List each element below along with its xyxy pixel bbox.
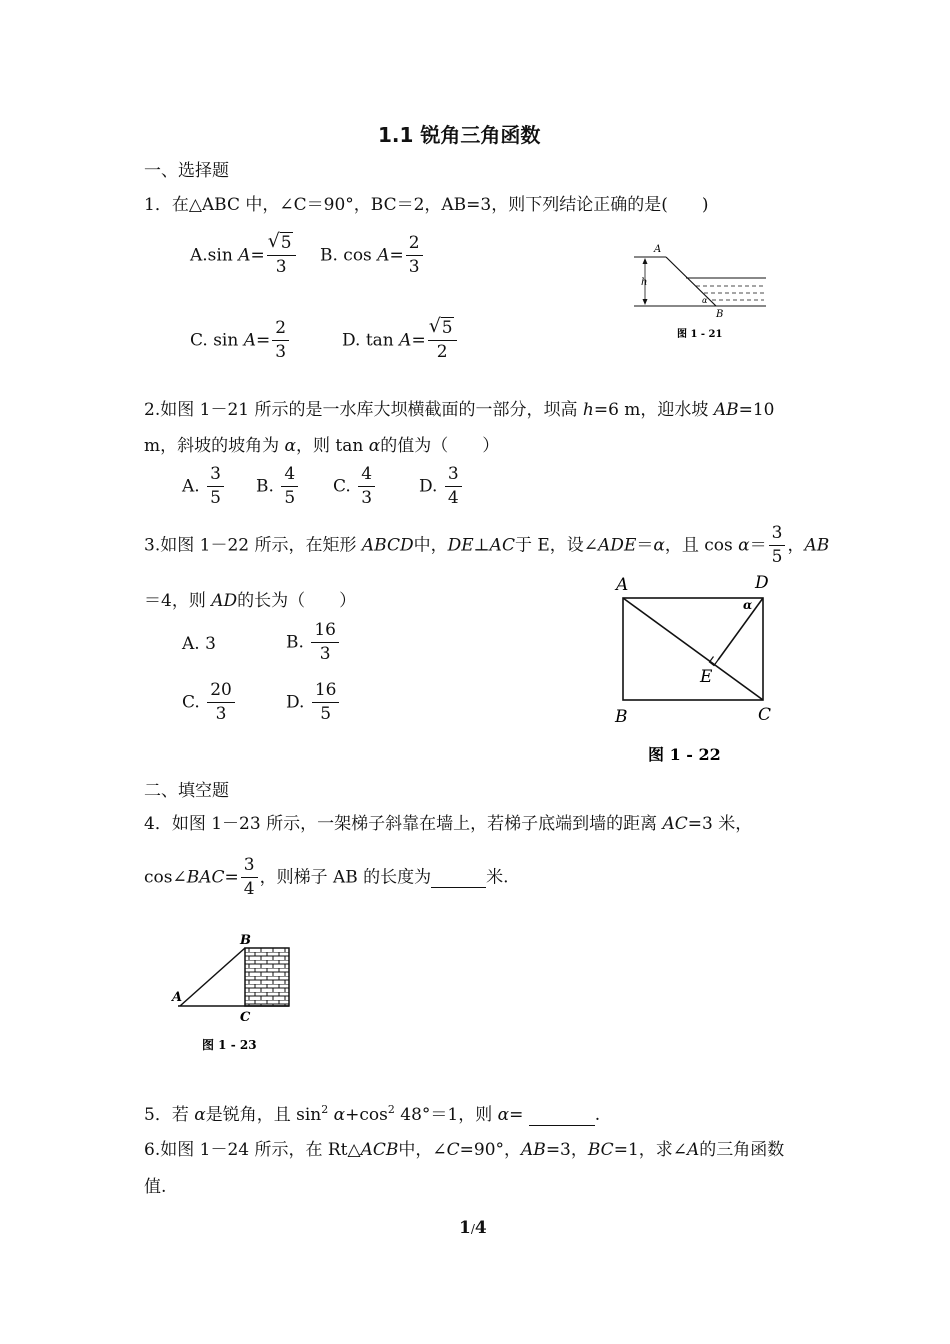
q4-line2 — [144, 857, 509, 899]
q1-d-eq: = — [411, 330, 426, 351]
q1-option-a — [190, 235, 298, 277]
q3-line1 — [144, 525, 829, 567]
section-choice: 一、选择题 — [144, 161, 229, 181]
q4-num: 3 — [241, 857, 258, 878]
q5-text-6: = — [509, 1105, 529, 1125]
q1-a-den: 3 — [275, 256, 287, 277]
fig21-label-alpha: α — [702, 296, 708, 305]
page-current: 1 — [459, 1218, 471, 1238]
q5-text-4: +cos — [345, 1105, 388, 1125]
q3-line2 — [144, 586, 356, 611]
q6-var-a: A — [687, 1140, 700, 1160]
q5-text-1: 5．若 — [144, 1105, 195, 1125]
q1-c-var: A — [243, 330, 257, 351]
q1-c-eq: = — [256, 330, 271, 351]
q3-text-3: 于 E，设∠ — [514, 535, 599, 556]
q1-d-var: A — [399, 330, 412, 351]
q2-text-2: =6 m，迎水坡 — [593, 400, 714, 420]
fig22-label-c: C — [758, 705, 772, 725]
q4-text-5: ，则梯子 AB 的长度为 — [259, 867, 432, 888]
q6-var-bc: BC — [587, 1140, 614, 1160]
q1-b-var: A — [377, 245, 390, 266]
page-number — [459, 1218, 487, 1238]
q2-b-den: 5 — [284, 487, 296, 508]
q3-var-ac: AC — [489, 535, 515, 556]
q2-line1 — [144, 395, 775, 420]
q4-line1 — [144, 809, 752, 834]
q1-b-den: 3 — [408, 256, 420, 277]
q2-option-b — [256, 466, 300, 508]
fig21-slope — [666, 257, 716, 306]
fig21-caption: 图 1 - 21 — [677, 329, 723, 340]
q2-d-den: 4 — [447, 487, 459, 508]
q3-option-b — [286, 622, 341, 664]
q1-a-prefix: A.sin — [190, 245, 239, 266]
q5-line — [144, 1100, 600, 1126]
fig23-caption: 图 1 - 23 — [202, 1038, 257, 1052]
q4-text-1: 4．如图 1－23 所示，一架梯子斜靠在墙上，若梯子底端到墙的距离 — [144, 814, 663, 834]
q3-option-a: A. 3 — [182, 634, 216, 654]
q3-c-num: 20 — [207, 682, 235, 703]
fig22-caption: 图 1 - 22 — [648, 745, 721, 764]
page-total: 4 — [474, 1218, 487, 1238]
q3-cos-num: 3 — [769, 525, 786, 546]
q5-answer-blank[interactable] — [529, 1105, 595, 1126]
q2-line2 — [144, 431, 499, 456]
q2-d-num: 3 — [445, 466, 462, 487]
q3-d-num: 16 — [312, 682, 340, 703]
fig23-label-a: A — [172, 990, 183, 1005]
q1-a-var: A — [238, 245, 251, 266]
q6-text-6: 的三角函数 — [699, 1140, 785, 1160]
q3-var-abcd: ABCD — [361, 535, 414, 556]
q3-var-ad: AD — [211, 591, 238, 611]
q5-text-2: 是锐角，且 sin — [205, 1105, 322, 1125]
q1-option-c — [190, 320, 291, 362]
q6-var-acb: ACB — [360, 1140, 399, 1160]
q1-option-d — [342, 320, 459, 362]
q1-c-fraction — [272, 320, 289, 362]
q2-option-d — [419, 466, 464, 508]
q3-option-d — [286, 682, 341, 724]
section-fill-blank: 二、填空题 — [144, 781, 229, 801]
q5-var-alpha: α — [194, 1105, 206, 1125]
q6-line1 — [144, 1135, 784, 1160]
figure-1-22 — [608, 570, 788, 770]
q3-var-alpha: α — [653, 535, 665, 556]
q2-var-ab: AB — [713, 400, 739, 420]
fig21-arrow-up — [643, 258, 648, 264]
q2-option-c — [333, 466, 377, 508]
q4-text-6: 米. — [486, 867, 509, 888]
q4-var-bac: BAC — [186, 867, 225, 888]
fig22-label-d: D — [755, 573, 769, 593]
q2-c-num: 4 — [358, 466, 375, 487]
q1-b-num: 2 — [406, 235, 423, 256]
q3-text-1: 3.如图 1－22 所示，在矩形 — [144, 535, 362, 556]
q4-text-2: =3 米， — [687, 814, 753, 834]
q2-text-1: 2.如图 1－21 所示的是一水库大坝横截面的一部分，坝高 — [144, 400, 583, 420]
q1-b-eq: = — [389, 245, 404, 266]
figure-1-21 — [630, 240, 770, 345]
q3-var-alpha-2: α — [738, 535, 750, 556]
q1-a-eq: = — [250, 245, 265, 266]
q5-text-5: 48°＝1，则 — [394, 1105, 498, 1125]
fig22-label-a: A — [616, 575, 629, 595]
q3-text-2: 中， — [413, 535, 448, 556]
q5-var-alpha-2: α — [333, 1105, 346, 1125]
q3-text-7: ， — [787, 535, 805, 556]
q3-cos-den: 5 — [771, 546, 783, 567]
q2-option-a — [182, 466, 226, 508]
q3-text-4: ＝ — [636, 535, 654, 556]
q1-b-prefix: B. cos — [320, 245, 378, 266]
q2-a-num: 3 — [207, 466, 224, 487]
q2-d-label: D. — [419, 476, 438, 497]
q3-d-den: 5 — [320, 703, 332, 724]
q3-text-8: ＝4，则 — [144, 591, 212, 611]
q1-a-fraction — [267, 235, 296, 277]
q3-var-de: DE — [447, 535, 474, 556]
q4-text-4: = — [224, 867, 239, 888]
q6-text-1: 6.如图 1－24 所示，在 Rt△ — [144, 1140, 361, 1160]
q1-c-den: 3 — [275, 341, 287, 362]
q3-b-label: B. — [286, 632, 304, 653]
q3-text-5: ，且 cos — [664, 535, 739, 556]
fig22-label-b: B — [615, 707, 628, 727]
q6-text-5: =1，求∠ — [613, 1140, 688, 1160]
q6-text-4: =3， — [545, 1140, 588, 1160]
q2-var-alpha-2: α — [368, 436, 381, 456]
fig21-label-a: A — [654, 244, 662, 255]
q2-c-den: 3 — [361, 487, 373, 508]
fig23-label-c: C — [240, 1010, 251, 1025]
q2-a-den: 5 — [210, 487, 221, 508]
q5-var-alpha-3: α — [497, 1105, 510, 1125]
q6-text-2: 中，∠ — [398, 1140, 447, 1160]
q5-sup-1: 2 — [321, 1103, 329, 1116]
fig22-diagonal-ac — [623, 598, 763, 700]
q3-var-ab: AB — [804, 535, 830, 556]
q1-b-fraction — [406, 235, 423, 277]
q1-c-prefix: C. sin — [190, 330, 244, 351]
fig23-wall — [245, 948, 289, 1006]
q2-var-h: h — [582, 400, 594, 420]
q1-d-den: 2 — [436, 341, 448, 362]
fig21-arrow-down — [643, 299, 648, 305]
q3-b-den: 3 — [319, 643, 331, 664]
fig21-label-h: h — [641, 277, 648, 288]
q2-text-5: ，则 tan — [296, 436, 369, 456]
q1-stem: 1．在△ABC 中，∠C＝90°，BC＝2，AB=3，则下列结论正确的是( ) — [144, 195, 709, 215]
q3-b-num: 16 — [311, 622, 339, 643]
q3-d-label: D. — [286, 692, 305, 713]
q1-d-prefix: D. tan — [342, 330, 400, 351]
page-separator: / — [470, 1222, 475, 1236]
q5-sup-2: 2 — [387, 1103, 395, 1116]
q3-option-c — [182, 682, 237, 724]
q2-var-alpha: α — [284, 436, 297, 456]
q3-text-9: 的长为（ ） — [237, 591, 357, 611]
fig23-ladder — [180, 948, 245, 1006]
q2-b-label: B. — [256, 476, 274, 497]
q1-option-b — [320, 235, 425, 277]
q1-a-radicand: 5 — [280, 233, 292, 253]
q2-text-3: =10 — [738, 400, 775, 420]
q2-text-4: m，斜坡的坡角为 — [144, 436, 285, 456]
q3-c-den: 3 — [215, 703, 227, 724]
q4-den: 4 — [243, 878, 255, 899]
q3-var-ade: ADE — [598, 535, 637, 556]
fig21-label-b: B — [716, 309, 724, 320]
figure-1-23 — [168, 928, 308, 1058]
q6-var-c: C — [446, 1140, 460, 1160]
q2-text-6: 的值为（ ） — [380, 436, 500, 456]
q3-text-6: ＝ — [749, 535, 767, 556]
q4-var-ac: AC — [662, 814, 688, 834]
q4-text-3: cos∠ — [144, 867, 187, 888]
q2-a-label: A. — [182, 476, 200, 497]
fig23-label-b: B — [240, 933, 251, 948]
q6-text-3: =90°， — [459, 1140, 522, 1160]
q4-answer-blank[interactable] — [431, 867, 486, 888]
fig22-segment-de — [718, 598, 763, 660]
q1-c-num: 2 — [272, 320, 289, 341]
q2-c-label: C. — [333, 476, 351, 497]
fig22-label-e: E — [700, 667, 713, 687]
q6-var-ab: AB — [521, 1140, 546, 1160]
q1-d-radicand: 5 — [441, 318, 453, 338]
q3-c-label: C. — [182, 692, 200, 713]
q1-d-fraction — [428, 320, 457, 362]
q2-b-num: 4 — [281, 466, 298, 487]
q6-line2: 值. — [144, 1177, 167, 1197]
q3-perp: ⊥ — [473, 535, 490, 556]
q5-text-7: . — [594, 1105, 601, 1125]
page-title: 1.1 锐角三角函数 — [378, 123, 541, 147]
fig22-label-alpha: α — [743, 598, 753, 612]
